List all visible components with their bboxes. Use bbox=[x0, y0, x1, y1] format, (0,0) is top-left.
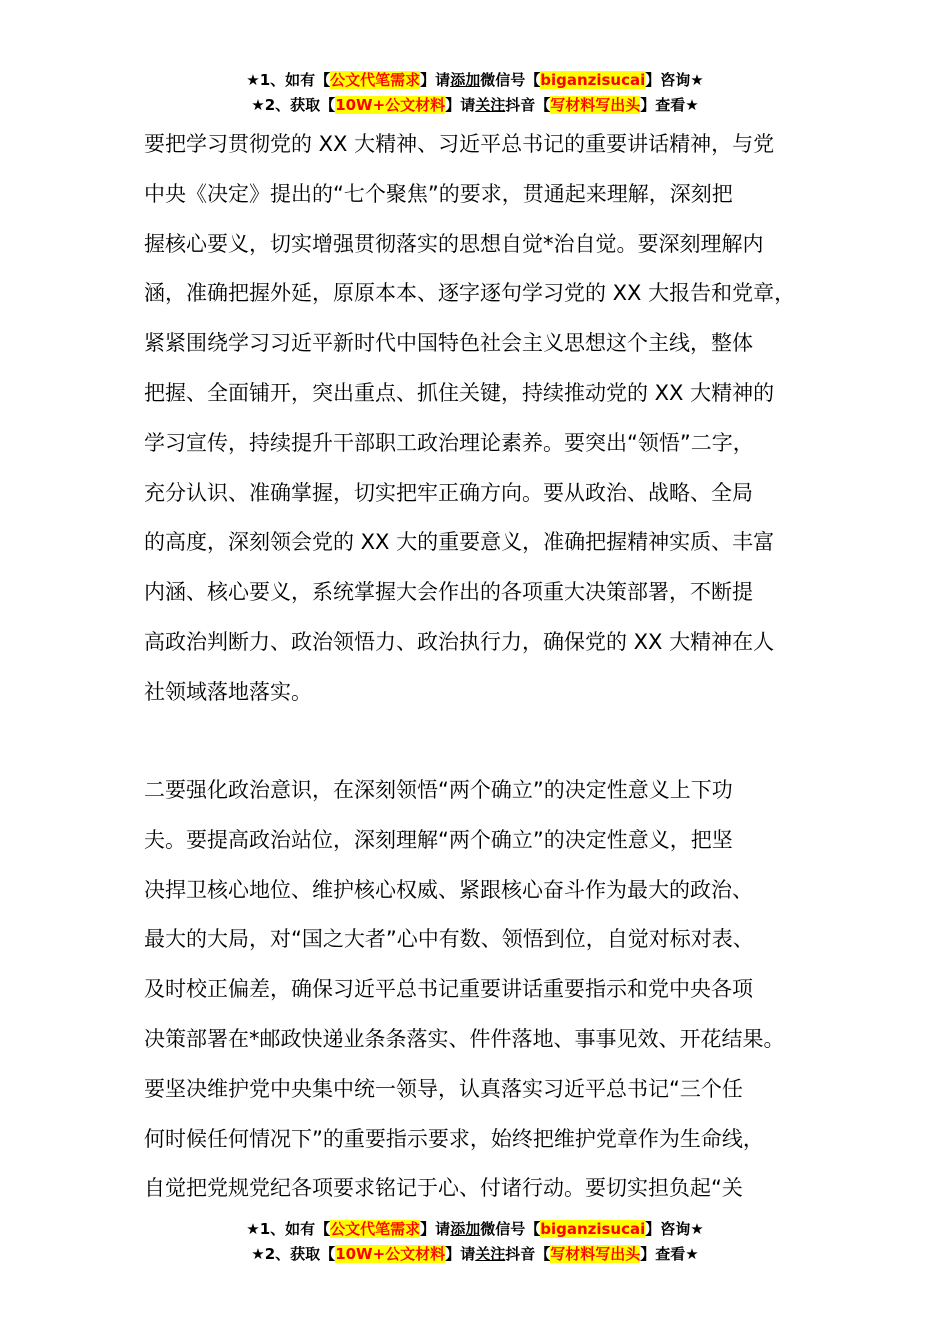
paragraph-line: 及时校正偏差，确保习近平总书记重要讲话重要指示和党中央各项 bbox=[144, 977, 753, 1002]
banner-underline-text: 关注 bbox=[475, 96, 506, 114]
paragraph-line: 的高度，深刻领会党的 XX 大的重要意义，准确把握精神实质、丰富 bbox=[144, 530, 775, 555]
banner-text: 】请 bbox=[420, 71, 451, 89]
banner-highlight: biganzisucai bbox=[540, 71, 646, 89]
banner-text: 微信号【 bbox=[480, 71, 541, 89]
paragraph-line: 要坚决维护党中央集中统一领导，认真落实习近平总书记“三个任 bbox=[144, 1076, 743, 1101]
banner-highlight: 公文代笔需求 bbox=[330, 1220, 421, 1238]
banner-text: 】请 bbox=[445, 96, 476, 114]
paragraph-line: 夫。要提高政治站位，深刻理解“两个确立”的决定性意义，把坚 bbox=[144, 827, 733, 852]
paragraph-line: 把握、全面铺开，突出重点、抓住关键，持续推动党的 XX 大精神的 bbox=[144, 380, 775, 405]
paragraph-line: 充分认识、准确掌握，切实把牢正确方向。要从政治、战略、全局 bbox=[144, 480, 753, 505]
banner-text: 抖音【 bbox=[505, 96, 551, 114]
paragraph-line: 紧紧围绕学习习近平新时代中国特色社会主义思想这个主线，整体 bbox=[144, 331, 753, 356]
paragraph-line: 二要强化政治意识，在深刻领悟“两个确立”的决定性意义上下功 bbox=[144, 778, 733, 802]
paragraph-line: 内涵、核心要义，系统掌握大会作出的各项重大决策部署，不断提 bbox=[144, 580, 753, 605]
banner-text: ★2、获取【 bbox=[251, 1245, 336, 1263]
paragraph-line: 社领域落地落实。 bbox=[144, 679, 312, 704]
paragraph-line: 学习宣传，持续提升干部职工政治理论素养。要突出“领悟”二字， bbox=[144, 430, 754, 455]
banner-text: 】咨询★ bbox=[645, 1220, 704, 1238]
banner-text: 】查看★ bbox=[640, 1245, 699, 1263]
banner-text: 微信号【 bbox=[480, 1220, 541, 1238]
banner-text: 】查看★ bbox=[640, 96, 699, 114]
banner-highlight: 公文代笔需求 bbox=[330, 71, 421, 89]
paragraph-2 bbox=[144, 766, 834, 1214]
paragraph-line: 高政治判断力、政治领悟力、政治执行力，确保党的 XX 大精神在人 bbox=[144, 629, 775, 654]
banner-line-2 bbox=[0, 93, 950, 118]
banner-text: ★2、获取【 bbox=[251, 96, 336, 114]
banner-line-1 bbox=[0, 68, 950, 93]
banner-text: 】咨询★ bbox=[645, 71, 704, 89]
paragraph-line: 自觉把党规党纪各项要求铭记于心、付诸行动。要切实担负起“关 bbox=[144, 1176, 743, 1201]
paragraph-line: 要把学习贯彻党的 XX 大精神、习近平总书记的重要讲话精神，与党 bbox=[144, 132, 775, 156]
banner-highlight: 写材料写出头 bbox=[550, 96, 641, 114]
paragraph-line: 中央《决定》提出的“七个聚焦”的要求，贯通起来理解，深刻把 bbox=[144, 181, 733, 206]
banner-line-1 bbox=[0, 1217, 950, 1242]
footer-banner bbox=[0, 1217, 950, 1267]
paragraph-line: 握核心要义，切实增强贯彻落实的思想自觉*治自觉。要深刻理解内 bbox=[144, 231, 764, 256]
banner-highlight: 10W+公文材料 bbox=[335, 96, 446, 114]
banner-highlight: 10W+公文材料 bbox=[335, 1245, 446, 1263]
banner-underline-text: 添加 bbox=[450, 71, 481, 89]
paragraph-line: 最大的大局，对“国之大者”心中有数、领悟到位，自觉对标对表、 bbox=[144, 927, 754, 952]
banner-text: 】请 bbox=[445, 1245, 476, 1263]
paragraph-1 bbox=[144, 120, 834, 718]
banner-text: ★1、如有【 bbox=[246, 1220, 331, 1238]
paragraph-line: 决捍卫核心地位、维护核心权威、紧跟核心奋斗作为最大的政治、 bbox=[144, 877, 753, 902]
banner-text: ★1、如有【 bbox=[246, 71, 331, 89]
banner-highlight: biganzisucai bbox=[540, 1220, 646, 1238]
banner-underline-text: 关注 bbox=[475, 1245, 506, 1263]
banner-highlight: 写材料写出头 bbox=[550, 1245, 641, 1263]
banner-text: 抖音【 bbox=[505, 1245, 551, 1263]
banner-underline-text: 添加 bbox=[450, 1220, 481, 1238]
paragraph-line: 涵，准确把握外延，原原本本、逐字逐句学习党的 XX 大报告和党章， bbox=[144, 281, 796, 306]
paragraph-line: 决策部署在*邮政快递业条条落实、件件落地、事事见效、开花结果。 bbox=[144, 1026, 785, 1051]
paragraph-line: 何时候任何情况下”的重要指示要求，始终把维护党章作为生命线， bbox=[144, 1126, 764, 1151]
header-banner bbox=[0, 68, 950, 118]
banner-text: 】请 bbox=[420, 1220, 451, 1238]
banner-line-2 bbox=[0, 1242, 950, 1267]
